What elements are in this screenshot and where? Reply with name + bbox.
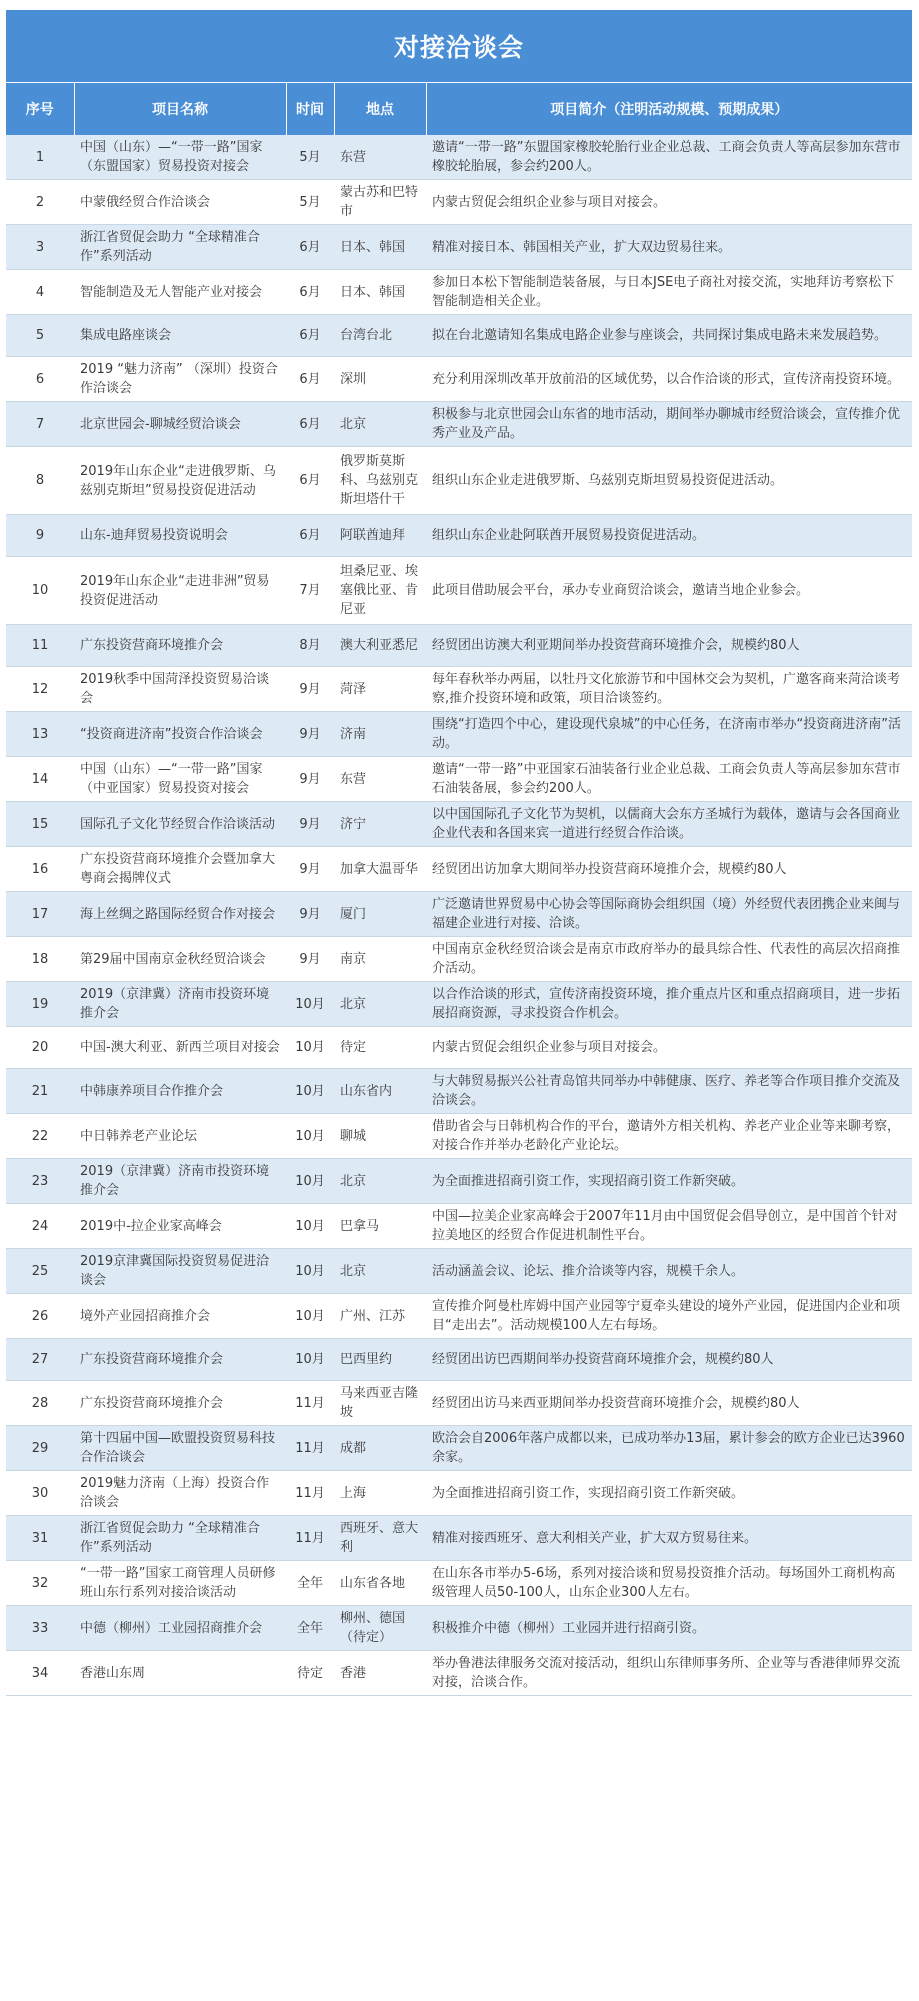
project-place: 成都 — [334, 1426, 426, 1471]
project-time: 10月 — [286, 1294, 334, 1339]
project-name: “一带一路”国家工商管理人员研修班山东行系列对接洽谈活动 — [74, 1561, 286, 1606]
table-row — [6, 892, 912, 937]
row-index: 29 — [6, 1426, 74, 1471]
project-intro: 以中国国际孔子文化节为契机，以儒商大会东方圣城行为载体，邀请与会各国商业企业代表和各国来宾一道进行经贸合作洽谈。 — [426, 802, 912, 847]
row-index: 24 — [6, 1204, 74, 1249]
project-time: 9月 — [286, 802, 334, 847]
project-name: 广东投资营商环境推介会暨加拿大粤商会揭牌仪式 — [74, 847, 286, 892]
project-intro: 组织山东企业走进俄罗斯、乌兹别克斯坦贸易投资促进活动。 — [426, 447, 912, 515]
row-index: 3 — [6, 225, 74, 270]
table-row — [6, 1561, 912, 1606]
project-name: 中日韩养老产业论坛 — [74, 1114, 286, 1159]
project-place: 待定 — [334, 1027, 426, 1069]
row-index: 10 — [6, 557, 74, 625]
row-index: 21 — [6, 1069, 74, 1114]
header-name: 项目名称 — [74, 83, 286, 136]
project-intro: 经贸团出访加拿大期间举办投资营商环境推介会，规模约80人 — [426, 847, 912, 892]
header-idx: 序号 — [6, 83, 74, 136]
project-place: 柳州、德国（待定） — [334, 1606, 426, 1651]
project-place: 济南 — [334, 712, 426, 757]
project-intro: 内蒙古贸促会组织企业参与项目对接会。 — [426, 1027, 912, 1069]
project-name: 2019京津冀国际投资贸易促进洽谈会 — [74, 1249, 286, 1294]
project-place: 东营 — [334, 135, 426, 180]
project-place: 厦门 — [334, 892, 426, 937]
project-intro: 充分利用深圳改革开放前沿的区域优势，以合作洽谈的形式，宣传济南投资环境。 — [426, 357, 912, 402]
table-row — [6, 1606, 912, 1651]
project-intro: 经贸团出访巴西期间举办投资营商环境推介会，规模约80人 — [426, 1339, 912, 1381]
project-name: 第十四届中国—欧盟投资贸易科技合作洽谈会 — [74, 1426, 286, 1471]
project-name: 广东投资营商环境推介会 — [74, 1339, 286, 1381]
header-intro: 项目简介（注明活动规模、预期成果） — [426, 83, 912, 136]
table-row — [6, 667, 912, 712]
project-time: 11月 — [286, 1516, 334, 1561]
project-place: 上海 — [334, 1471, 426, 1516]
project-time: 10月 — [286, 1339, 334, 1381]
project-name: 山东-迪拜贸易投资说明会 — [74, 515, 286, 557]
table-row — [6, 1339, 912, 1381]
row-index: 26 — [6, 1294, 74, 1339]
project-intro: 宣传推介阿曼杜库姆中国产业园等宁夏牵头建设的境外产业园，促进国内企业和项目“走出去”。活动规模100人左右每场。 — [426, 1294, 912, 1339]
project-place: 北京 — [334, 982, 426, 1027]
project-place: 广州、江苏 — [334, 1294, 426, 1339]
project-intro: 积极推介中德（柳州）工业园并进行招商引资。 — [426, 1606, 912, 1651]
row-index: 33 — [6, 1606, 74, 1651]
project-time: 10月 — [286, 1249, 334, 1294]
project-intro: 经贸团出访马来西亚期间举办投资营商环境推介会，规模约80人 — [426, 1381, 912, 1426]
project-intro: 欧洽会自2006年落户成都以来，已成功举办13届，累计参会的欧方企业已达3960余家。 — [426, 1426, 912, 1471]
row-index: 20 — [6, 1027, 74, 1069]
project-time: 11月 — [286, 1381, 334, 1426]
project-intro: 经贸团出访澳大利亚期间举办投资营商环境推介会，规模约80人 — [426, 625, 912, 667]
project-time: 6月 — [286, 357, 334, 402]
project-time: 10月 — [286, 1204, 334, 1249]
project-intro: 精准对接西班牙、意大利相关产业，扩大双方贸易往来。 — [426, 1516, 912, 1561]
row-index: 15 — [6, 802, 74, 847]
project-intro: 积极参与北京世园会山东省的地市活动，期间举办聊城市经贸洽谈会，宣传推介优秀产业及产品。 — [426, 402, 912, 447]
table-row — [6, 225, 912, 270]
row-index: 12 — [6, 667, 74, 712]
project-name: 广东投资营商环境推介会 — [74, 625, 286, 667]
project-name: 2019中-拉企业家高峰会 — [74, 1204, 286, 1249]
project-name: 国际孔子文化节经贸合作洽谈活动 — [74, 802, 286, 847]
project-time: 9月 — [286, 757, 334, 802]
project-name: 中国（山东）—“一带一路”国家（中亚国家）贸易投资对接会 — [74, 757, 286, 802]
project-intro: 为全面推进招商引资工作，实现招商引资工作新突破。 — [426, 1471, 912, 1516]
row-index: 19 — [6, 982, 74, 1027]
row-index: 7 — [6, 402, 74, 447]
project-place: 北京 — [334, 402, 426, 447]
project-intro: 参加日本松下智能制造装备展，与日本JSE电子商社对接交流，实地拜访考察松下智能制造相关企业。 — [426, 270, 912, 315]
project-name: 2019秋季中国菏泽投资贸易洽谈会 — [74, 667, 286, 712]
project-intro: 精准对接日本、韩国相关产业，扩大双边贸易往来。 — [426, 225, 912, 270]
project-time: 10月 — [286, 1027, 334, 1069]
project-intro: 内蒙古贸促会组织企业参与项目对接会。 — [426, 180, 912, 225]
row-index: 4 — [6, 270, 74, 315]
project-time: 8月 — [286, 625, 334, 667]
table-row — [6, 447, 912, 515]
project-place: 蒙古苏和巴特市 — [334, 180, 426, 225]
row-index: 27 — [6, 1339, 74, 1381]
table-row — [6, 357, 912, 402]
project-name: 广东投资营商环境推介会 — [74, 1381, 286, 1426]
row-index: 8 — [6, 447, 74, 515]
row-index: 16 — [6, 847, 74, 892]
project-table — [6, 82, 912, 1696]
project-intro: 围绕“打造四个中心，建设现代泉城”的中心任务，在济南市举办“投资商进济南”活动。 — [426, 712, 912, 757]
row-index: 14 — [6, 757, 74, 802]
table-row — [6, 557, 912, 625]
table-row — [6, 515, 912, 557]
project-place: 菏泽 — [334, 667, 426, 712]
project-time: 9月 — [286, 937, 334, 982]
project-intro: 与大韩贸易振兴公社青岛馆共同举办中韩健康、医疗、养老等合作项目推介交流及洽谈会。 — [426, 1069, 912, 1114]
row-index: 23 — [6, 1159, 74, 1204]
project-place: 日本、韩国 — [334, 270, 426, 315]
project-place: 深圳 — [334, 357, 426, 402]
row-index: 18 — [6, 937, 74, 982]
table-row — [6, 1249, 912, 1294]
project-intro: 邀请“一带一路”中亚国家石油装备行业企业总裁、工商会负责人等高层参加东营市石油装备展，参会约200人。 — [426, 757, 912, 802]
project-time: 5月 — [286, 135, 334, 180]
project-time: 9月 — [286, 667, 334, 712]
project-time: 10月 — [286, 1159, 334, 1204]
document-sheet — [6, 0, 912, 1696]
project-intro: 举办鲁港法律服务交流对接活动，组织山东律师事务所、企业等与香港律师界交流对接，洽谈合作。 — [426, 1651, 912, 1696]
table-row — [6, 1426, 912, 1471]
header-row — [6, 83, 912, 136]
project-name: 2019（京津冀）济南市投资环境推介会 — [74, 1159, 286, 1204]
project-intro: 借助省会与日韩机构合作的平台，邀请外方相关机构、养老产业企业等来聊考察，对接合作并举办老龄化产业论坛。 — [426, 1114, 912, 1159]
project-place: 东营 — [334, 757, 426, 802]
table-row — [6, 982, 912, 1027]
row-index: 32 — [6, 1561, 74, 1606]
project-place: 山东省各地 — [334, 1561, 426, 1606]
table-row — [6, 1027, 912, 1069]
project-place: 阿联酋迪拜 — [334, 515, 426, 557]
project-name: 2019魅力济南（上海）投资合作洽谈会 — [74, 1471, 286, 1516]
project-intro: 在山东各市举办5-6场，系列对接洽谈和贸易投资推介活动。每场国外工商机构高级管理人员50-100人，山东企业300人左右。 — [426, 1561, 912, 1606]
project-name: 境外产业园招商推介会 — [74, 1294, 286, 1339]
page-title: 对接洽谈会 — [6, 10, 912, 82]
project-name: 香港山东周 — [74, 1651, 286, 1696]
project-place: 南京 — [334, 937, 426, 982]
project-intro: 广泛邀请世界贸易中心协会等国际商协会组织国（境）外经贸代表团携企业来闽与福建企业进行对接、洽谈。 — [426, 892, 912, 937]
project-intro: 以合作洽谈的形式，宣传济南投资环境，推介重点片区和重点招商项目，进一步拓展招商资源，寻求投资合作机会。 — [426, 982, 912, 1027]
project-time: 6月 — [286, 447, 334, 515]
table-row — [6, 1294, 912, 1339]
table-row — [6, 402, 912, 447]
table-header — [6, 83, 912, 136]
project-name: 中韩康养项目合作推介会 — [74, 1069, 286, 1114]
project-place: 香港 — [334, 1651, 426, 1696]
project-name: 第29届中国南京金秋经贸洽谈会 — [74, 937, 286, 982]
project-time: 6月 — [286, 315, 334, 357]
project-intro: 中国—拉美企业家高峰会于2007年11月由中国贸促会倡导创立，是中国首个针对拉美地区的经贸合作促进机制性平台。 — [426, 1204, 912, 1249]
row-index: 5 — [6, 315, 74, 357]
table-row — [6, 1114, 912, 1159]
project-name: 中德（柳州）工业园招商推介会 — [74, 1606, 286, 1651]
project-place: 济宁 — [334, 802, 426, 847]
table-row — [6, 1069, 912, 1114]
project-place: 加拿大温哥华 — [334, 847, 426, 892]
project-intro: 拟在台北邀请知名集成电路企业参与座谈会，共同探讨集成电路未来发展趋势。 — [426, 315, 912, 357]
table-row — [6, 1159, 912, 1204]
project-time: 6月 — [286, 402, 334, 447]
project-name: 2019年山东企业“走进非洲”贸易投资促进活动 — [74, 557, 286, 625]
table-body — [6, 135, 912, 1696]
project-time: 10月 — [286, 1114, 334, 1159]
row-index: 13 — [6, 712, 74, 757]
table-row — [6, 315, 912, 357]
row-index: 30 — [6, 1471, 74, 1516]
table-row — [6, 1471, 912, 1516]
row-index: 31 — [6, 1516, 74, 1561]
project-intro: 此项目借助展会平台，承办专业商贸洽谈会，邀请当地企业参会。 — [426, 557, 912, 625]
table-row — [6, 180, 912, 225]
project-intro: 活动涵盖会议、论坛、推介洽谈等内容，规模千余人。 — [426, 1249, 912, 1294]
project-time: 11月 — [286, 1471, 334, 1516]
project-intro: 为全面推进招商引资工作，实现招商引资工作新突破。 — [426, 1159, 912, 1204]
table-row — [6, 847, 912, 892]
project-name: 智能制造及无人智能产业对接会 — [74, 270, 286, 315]
row-index: 11 — [6, 625, 74, 667]
project-place: 西班牙、意大利 — [334, 1516, 426, 1561]
project-intro: 组织山东企业赴阿联酋开展贸易投资促进活动。 — [426, 515, 912, 557]
row-index: 2 — [6, 180, 74, 225]
project-time: 10月 — [286, 982, 334, 1027]
project-time: 全年 — [286, 1606, 334, 1651]
project-name: 浙江省贸促会助力 “全球精准合作”系列活动 — [74, 225, 286, 270]
project-name: 2019（京津冀）济南市投资环境推介会 — [74, 982, 286, 1027]
project-time: 11月 — [286, 1426, 334, 1471]
project-place: 北京 — [334, 1159, 426, 1204]
table-row — [6, 1516, 912, 1561]
project-place: 坦桑尼亚、埃塞俄比亚、肯尼亚 — [334, 557, 426, 625]
project-place: 聊城 — [334, 1114, 426, 1159]
table-row — [6, 1651, 912, 1696]
project-name: 中蒙俄经贸合作洽谈会 — [74, 180, 286, 225]
project-name: 2019年山东企业“走进俄罗斯、乌兹别克斯坦”贸易投资促进活动 — [74, 447, 286, 515]
project-time: 6月 — [286, 515, 334, 557]
project-name: “投资商进济南”投资合作洽谈会 — [74, 712, 286, 757]
row-index: 1 — [6, 135, 74, 180]
project-time: 9月 — [286, 892, 334, 937]
project-place: 巴拿马 — [334, 1204, 426, 1249]
project-place: 台湾台北 — [334, 315, 426, 357]
project-place: 澳大利亚悉尼 — [334, 625, 426, 667]
table-row — [6, 712, 912, 757]
project-place: 俄罗斯莫斯科、乌兹别克斯坦塔什干 — [334, 447, 426, 515]
project-intro: 每年春秋举办两届，以牡丹文化旅游节和中国林交会为契机，广邀客商来菏洽谈考察,推介投资环境和政策，项目洽谈签约。 — [426, 667, 912, 712]
project-time: 待定 — [286, 1651, 334, 1696]
project-place: 日本、韩国 — [334, 225, 426, 270]
row-index: 6 — [6, 357, 74, 402]
header-time: 时间 — [286, 83, 334, 136]
table-row — [6, 135, 912, 180]
row-index: 34 — [6, 1651, 74, 1696]
project-place: 巴西里约 — [334, 1339, 426, 1381]
project-time: 9月 — [286, 847, 334, 892]
project-time: 7月 — [286, 557, 334, 625]
project-time: 10月 — [286, 1069, 334, 1114]
table-row — [6, 757, 912, 802]
table-row — [6, 270, 912, 315]
project-time: 9月 — [286, 712, 334, 757]
project-name: 海上丝绸之路国际经贸合作对接会 — [74, 892, 286, 937]
project-place: 山东省内 — [334, 1069, 426, 1114]
row-index: 17 — [6, 892, 74, 937]
table-row — [6, 937, 912, 982]
project-place: 马来西亚吉隆坡 — [334, 1381, 426, 1426]
table-row — [6, 802, 912, 847]
project-name: 北京世园会-聊城经贸洽谈会 — [74, 402, 286, 447]
row-index: 9 — [6, 515, 74, 557]
row-index: 22 — [6, 1114, 74, 1159]
table-row — [6, 625, 912, 667]
project-time: 5月 — [286, 180, 334, 225]
project-name: 中国-澳大利亚、新西兰项目对接会 — [74, 1027, 286, 1069]
project-time: 6月 — [286, 270, 334, 315]
table-row — [6, 1381, 912, 1426]
project-time: 全年 — [286, 1561, 334, 1606]
project-place: 北京 — [334, 1249, 426, 1294]
project-name: 浙江省贸促会助力 “全球精准合作”系列活动 — [74, 1516, 286, 1561]
project-name: 2019 “魅力济南” （深圳）投资合作洽谈会 — [74, 357, 286, 402]
project-name: 中国（山东）—“一带一路”国家（东盟国家）贸易投资对接会 — [74, 135, 286, 180]
project-time: 6月 — [286, 225, 334, 270]
row-index: 28 — [6, 1381, 74, 1426]
project-intro: 中国南京金秋经贸洽谈会是南京市政府举办的最具综合性、代表性的高层次招商推介活动。 — [426, 937, 912, 982]
table-row — [6, 1204, 912, 1249]
project-name: 集成电路座谈会 — [74, 315, 286, 357]
project-intro: 邀请“一带一路”东盟国家橡胶轮胎行业企业总裁、工商会负责人等高层参加东营市橡胶轮胎展，参会约200人。 — [426, 135, 912, 180]
row-index: 25 — [6, 1249, 74, 1294]
header-place: 地点 — [334, 83, 426, 136]
